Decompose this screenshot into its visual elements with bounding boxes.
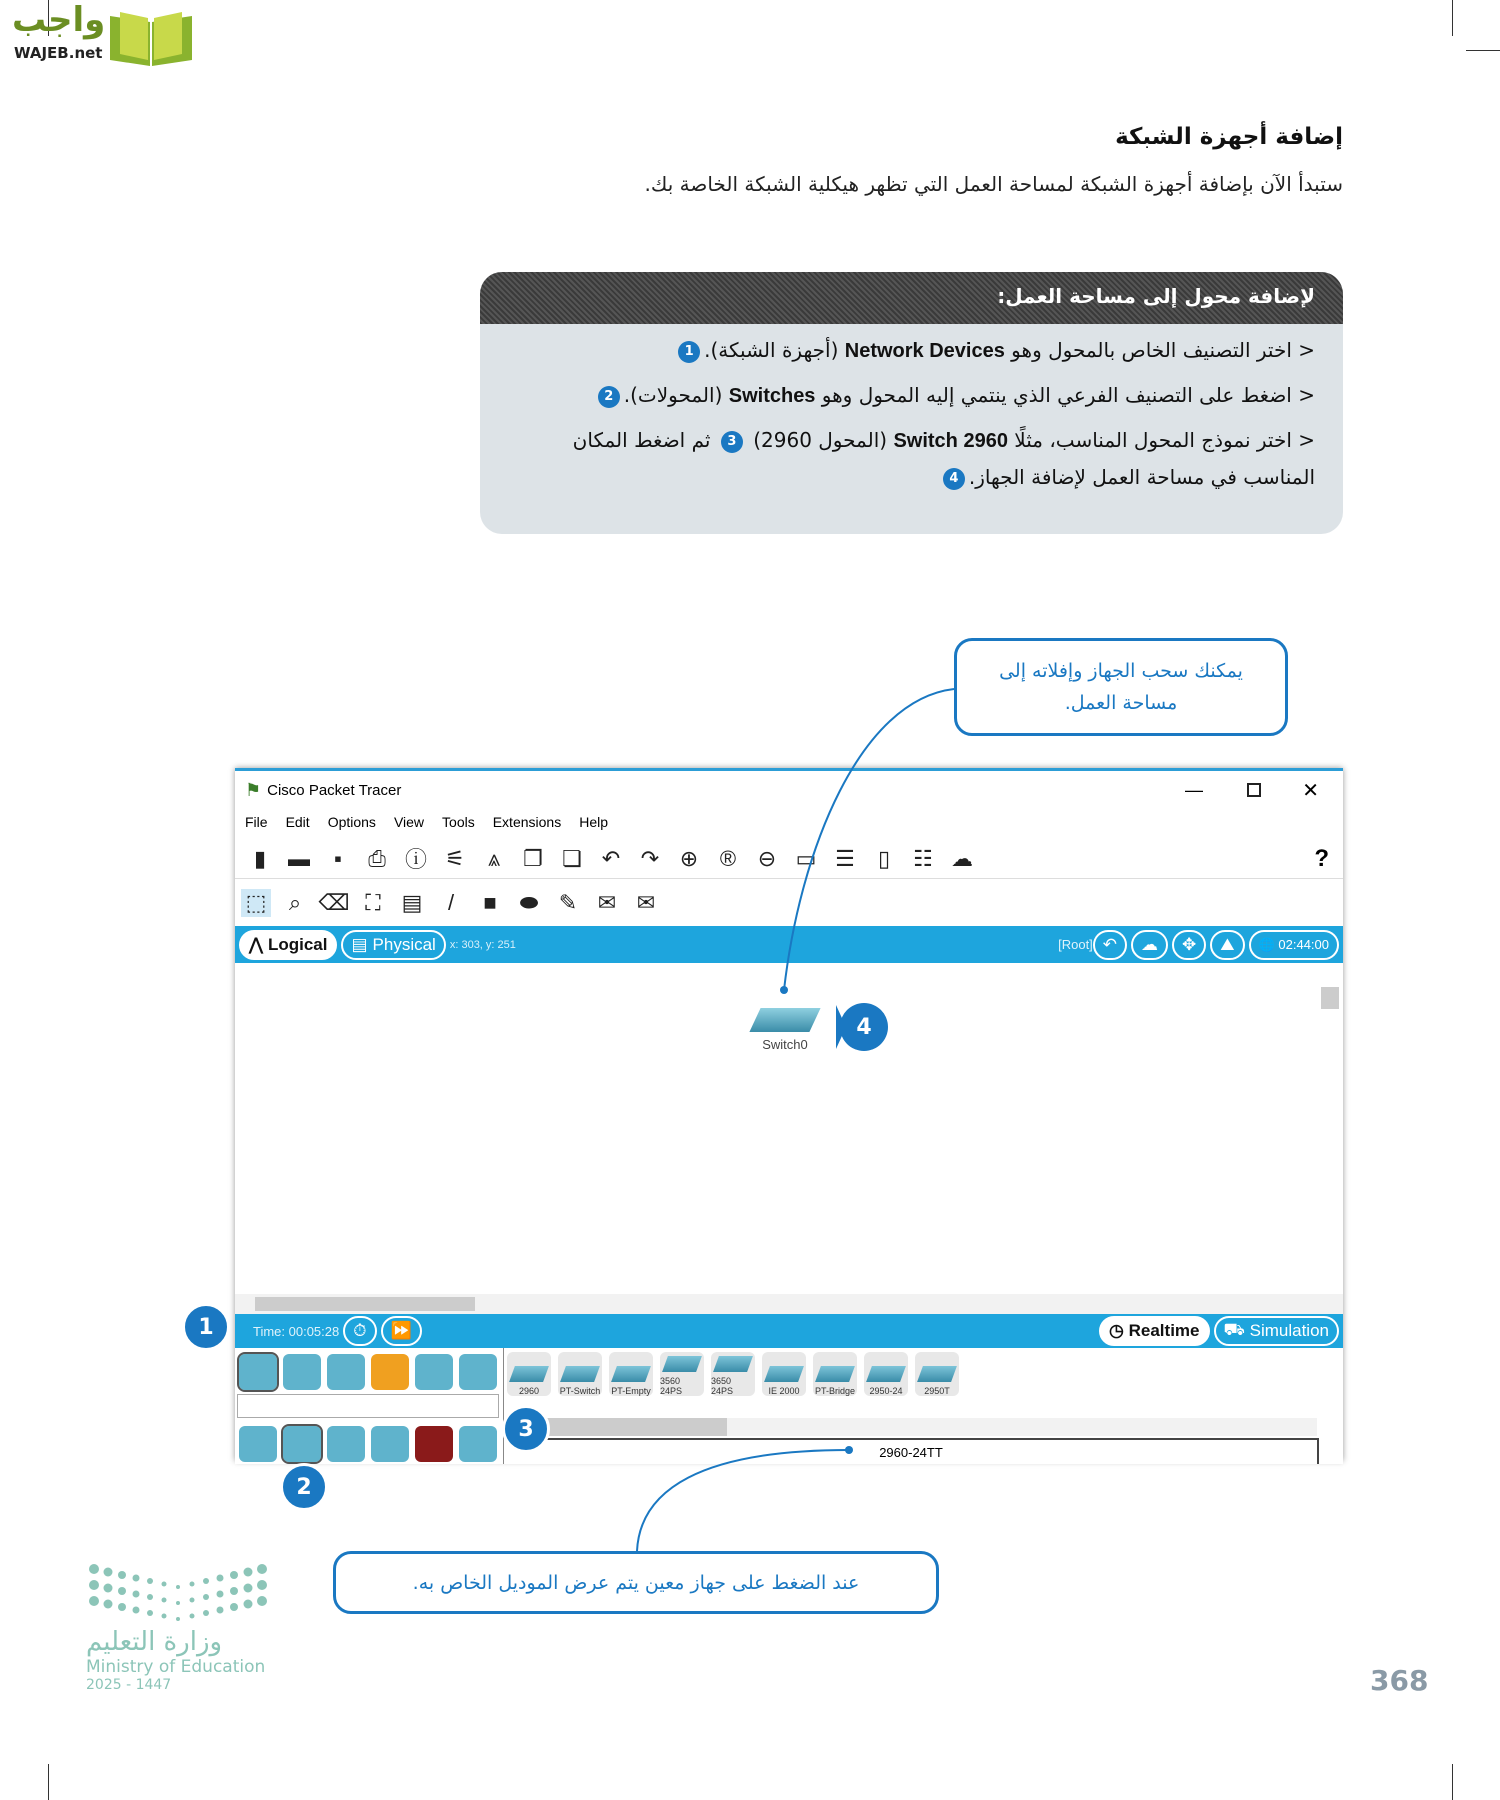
print-icon[interactable]: ⎙ (368, 845, 386, 871)
move-button[interactable]: ✥ (1172, 930, 1206, 960)
undo-icon[interactable]: ↶ (601, 845, 621, 871)
menu-help[interactable]: Help (579, 814, 608, 830)
resize-icon[interactable]: ⛶ (365, 890, 381, 915)
close-button[interactable]: ✕ (1302, 779, 1319, 802)
device-model-pt-bridge[interactable]: PT-Bridge (813, 1352, 857, 1396)
realtime-tab[interactable]: ◷ Realtime (1099, 1316, 1209, 1346)
badge-1: 1 (182, 1303, 230, 1351)
zoom-reset-icon[interactable]: ® (719, 845, 737, 871)
minimize-button[interactable]: — (1185, 779, 1203, 800)
cloud-icon[interactable]: ☁ (951, 845, 973, 871)
device-model-pt-empty[interactable]: PT-Empty (609, 1352, 653, 1396)
coordinates-readout: x: 303, y: 251 (449, 938, 516, 951)
draw-line-icon[interactable]: / (447, 890, 455, 915)
palette-icon[interactable]: ▭ (795, 845, 817, 871)
device-model-pt-switch[interactable]: PT-Switch (558, 1352, 602, 1396)
badge-4: 4 (840, 1003, 888, 1051)
delete-icon[interactable]: ⌫ (318, 890, 350, 915)
device-model-ie-2000[interactable]: IE 2000 (762, 1352, 806, 1396)
ministry-ar: وزارة التعليم (86, 1627, 223, 1657)
logo-en: WAJEB.net (14, 44, 103, 62)
zoom-in-icon[interactable]: ⊕ (679, 845, 699, 871)
simulation-tab[interactable]: ⛟ Simulation (1214, 1316, 1340, 1346)
clock-icon: ◷ (1109, 1321, 1124, 1340)
clock-button[interactable]: 🌐 02:44:00 (1249, 930, 1339, 960)
inspect-icon[interactable]: ⌕ (288, 890, 302, 915)
help-button[interactable]: ? (1314, 844, 1329, 872)
fast-forward-button[interactable]: ⏩ (381, 1316, 422, 1346)
drag-connector (784, 689, 954, 990)
device-model-3560-24ps[interactable]: 3560 24PS (660, 1352, 704, 1396)
new-file-icon[interactable]: ▮ (253, 845, 267, 871)
device-model-2950-24[interactable]: 2950-24 (864, 1352, 908, 1396)
step-number-badge: 3 (721, 431, 743, 453)
menu-file[interactable]: File (245, 814, 268, 830)
rectangle-icon[interactable]: ■ (483, 890, 497, 915)
select-icon[interactable]: ⬚ (241, 889, 271, 917)
copy-icon[interactable]: ❐ (523, 845, 543, 871)
info-icon[interactable]: ⓘ (404, 847, 427, 872)
ministry-dots-icon (86, 1561, 270, 1623)
zoom-out-icon[interactable]: ⊖ (757, 845, 777, 871)
ellipse-icon[interactable]: ⬬ (519, 890, 539, 915)
simulation-icon: ⛟ (1223, 1320, 1245, 1339)
badge-2: 2 (280, 1463, 328, 1511)
ministry-en: Ministry of Education (86, 1657, 266, 1677)
power-cycle-button[interactable]: ⏱ (343, 1316, 376, 1346)
window-title: Cisco Packet Tracer (267, 781, 402, 799)
wizard-icon[interactable]: ⚟ (445, 845, 465, 871)
device-model-2950t[interactable]: 2950T (915, 1352, 959, 1396)
open-icon[interactable]: ▬ (288, 845, 310, 871)
step-2: < اضغط على التصنيف الفرعي الذي ينتمي إليه المحول وهو Switches (المحولات).2 (480, 373, 1343, 418)
save-icon[interactable]: ▪ (334, 845, 342, 871)
steps-title: لإضافة محول إلى مساحة العمل: (480, 272, 1343, 324)
cluster-button[interactable]: ☁ (1131, 930, 1168, 960)
network-info-icon[interactable]: ⩓ (487, 845, 501, 871)
logical-tab[interactable]: ⋀ Logical (239, 930, 337, 960)
viewport-icon[interactable]: ▯ (877, 845, 891, 871)
ministry-logo (86, 1561, 270, 1693)
step-1: < اختر التصنيف الخاص بالمحول وهو Network Devices (أجهزة الشبكة).1 (480, 328, 1343, 373)
menu-extensions[interactable]: Extensions (492, 814, 562, 830)
root-label: [Root] (1058, 937, 1093, 952)
device-model-3650-24ps[interactable]: 3650 24PS (711, 1352, 755, 1396)
menu-view[interactable]: View (393, 814, 425, 830)
freeform-icon[interactable]: ✎ (558, 890, 578, 915)
device-model-2960[interactable]: 2960 (507, 1352, 551, 1396)
physical-tab[interactable]: ▤ Physical (341, 930, 445, 960)
physical-icon: ▤ (351, 934, 368, 954)
drag-callout: يمكنك سحب الجهاز وإفلاته إلى مساحة العمل. (954, 638, 1288, 736)
step-number-badge: 1 (678, 341, 700, 363)
logical-icon: ⋀ (249, 934, 263, 954)
server-icon[interactable]: ☷ (913, 845, 933, 871)
time-readout: Time: 00:05:28 (253, 1323, 340, 1339)
add-complex-pdu-icon[interactable]: ✉ (636, 890, 656, 915)
logo-ar: واجب (12, 0, 106, 40)
page-number: 368 (1370, 1664, 1429, 1697)
section-title: إضافة أجهزة الشبكة (1115, 124, 1343, 150)
menu-options[interactable]: Options (327, 814, 376, 830)
ministry-year: 2025 - 1447 (86, 1677, 172, 1693)
app-icon: ⚑ (245, 779, 262, 800)
badge-3: 3 (502, 1405, 550, 1453)
section-intro: ستبدأ الآن بإضافة أجهزة الشبكة لمساحة العمل التي تظهر هيكلية الشبكة الخاصة بك. (644, 172, 1343, 196)
add-simple-pdu-icon[interactable]: ✉ (597, 890, 617, 915)
selected-model-label: 2960-24TT (505, 1438, 1319, 1464)
menu-edit[interactable]: Edit (285, 814, 310, 830)
redo-icon[interactable]: ↷ (640, 845, 660, 871)
note-icon[interactable]: ▤ (401, 890, 423, 915)
step-3: < اختر نموذج المحول المناسب، مثلًا Switch 2960 (المحول 2960) 3 ثم اضغط المكان المناسب في مساحة العمل لإضافة الجهاز.4 (572, 428, 1315, 489)
step-number-badge: 4 (943, 468, 965, 490)
back-button[interactable]: ↶ (1093, 930, 1127, 960)
custom-devices-icon[interactable]: ☰ (835, 845, 855, 871)
device-label: Switch0 (762, 1037, 808, 1052)
globe-icon: 🌐 (1258, 936, 1275, 952)
step-number-badge: 2 (598, 386, 620, 408)
model-callout: عند الضغط على جهاز معين يتم عرض الموديل الخاص به. (333, 1551, 939, 1614)
model-connector (637, 1450, 849, 1551)
menu-tools[interactable]: Tools (442, 814, 475, 830)
background-button[interactable]: ⛰ (1210, 930, 1244, 960)
paste-icon[interactable]: ❏ (562, 845, 582, 871)
